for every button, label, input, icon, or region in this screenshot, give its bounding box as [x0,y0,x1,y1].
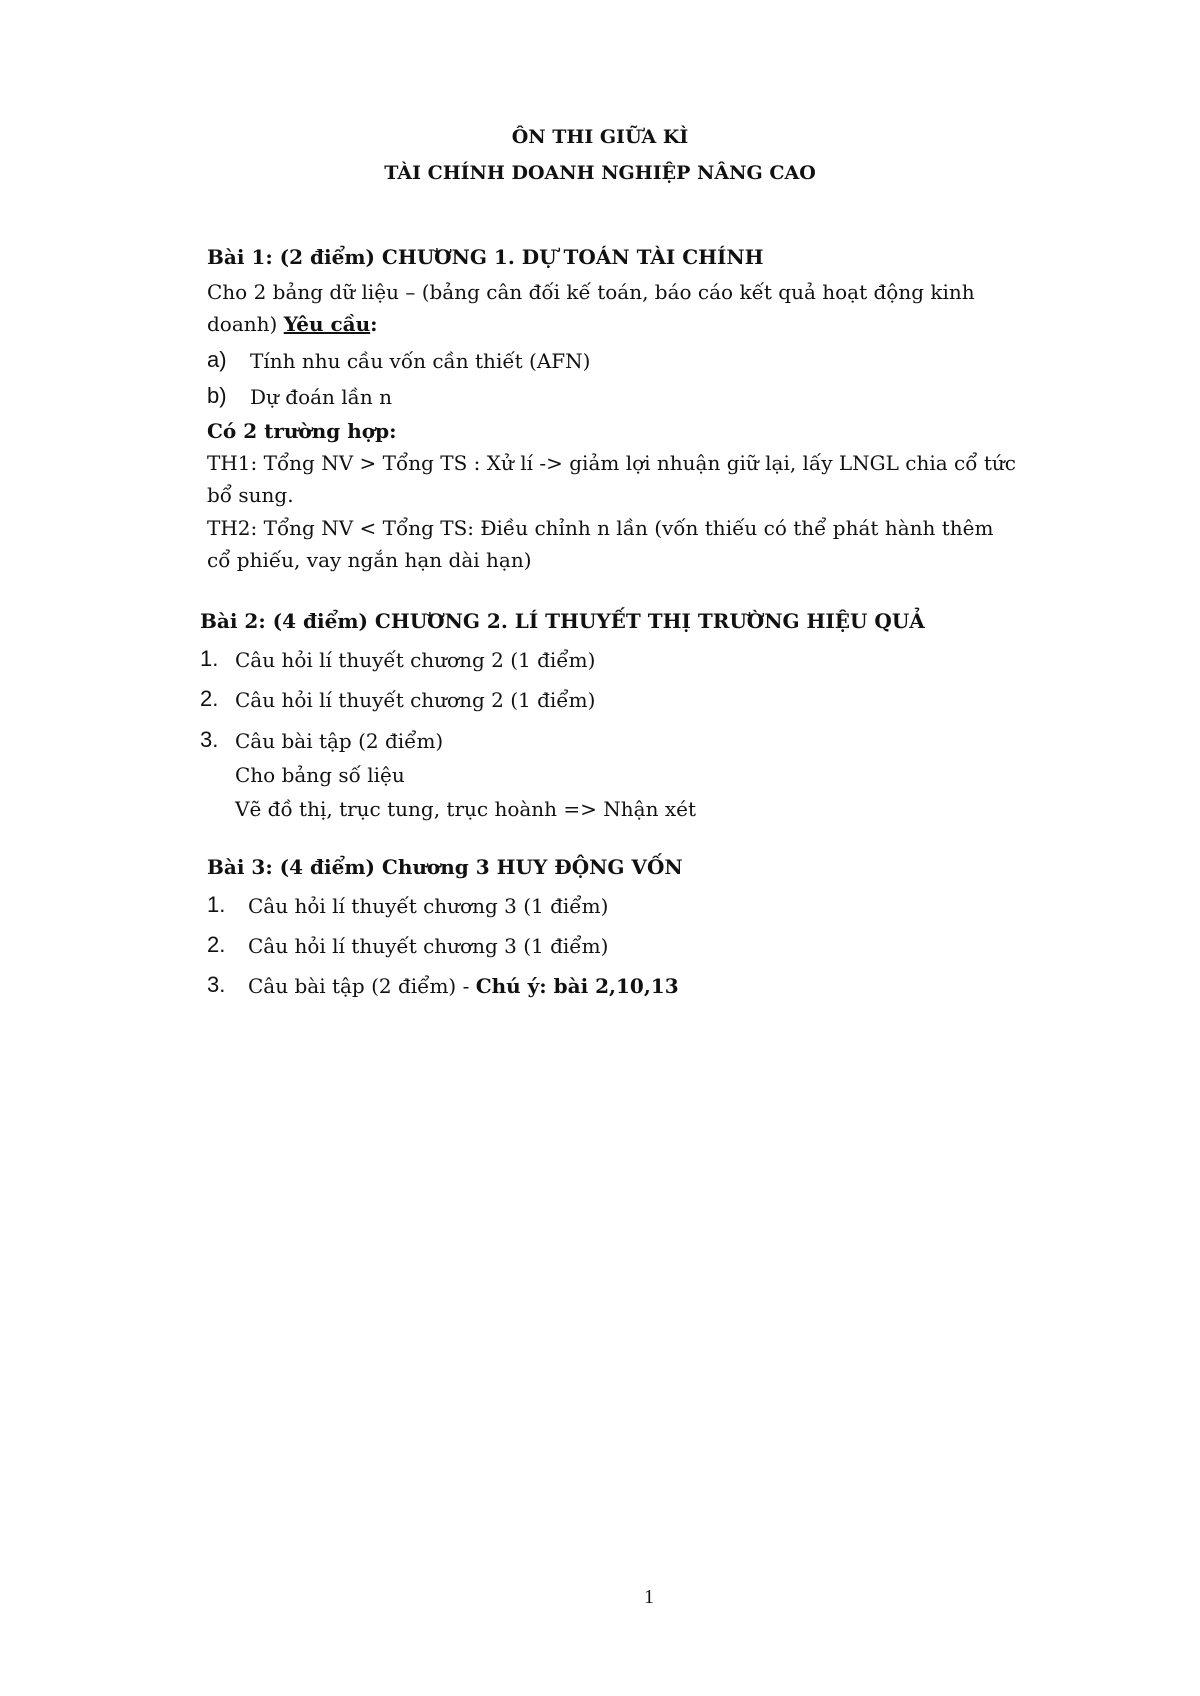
bai2-item-2-text: Câu hỏi lí thuyết chương 2 (1 điểm) [235,688,596,712]
bai1-th2-line2: cổ phiếu, vay ngắn hạn dài hạn) [207,548,532,572]
bai3-item-2-marker: 2. [207,932,226,957]
bai1-intro-line1: Cho 2 bảng dữ liệu – (bảng cân đối kế toán, báo cáo kết quả hoạt động kinh [207,280,975,304]
bai1-requirement-label: Yêu cầu [283,312,371,336]
bai2-item-1-marker: 1. [200,646,219,671]
bai2-item-1-text: Câu hỏi lí thuyết chương 2 (1 điểm) [235,648,596,672]
bai1-item-b-text: Dự đoán lần n [250,385,393,409]
bai1-th1-line1: TH1: Tổng NV > Tổng TS : Xử lí -> giảm lợi nhuận giữ lại, lấy LNGL chia cổ tức [207,451,1016,475]
bai3-item-1-text: Câu hỏi lí thuyết chương 3 (1 điểm) [248,894,609,918]
bai2-item-3-marker: 3. [200,727,219,752]
bai2-sub-line1: Cho bảng số liệu [235,763,405,787]
bai2-sub-line2: Vẽ đồ thị, trục tung, trục hoành => Nhận xét [235,797,696,821]
bai3-note: Chú ý: bài 2,10,13 [475,974,679,998]
bai1-intro-line2-text: doanh) [207,312,278,336]
bai2-item-3-text: Câu bài tập (2 điểm) [235,729,444,753]
bai1-intro-line2 [207,312,378,336]
bai1-item-a-marker: a) [207,347,227,372]
bai1-item-a-text: Tính nhu cầu vốn cần thiết (AFN) [250,349,591,373]
bai2-item-2-marker: 2. [200,686,219,711]
bai1-cases-heading: Có 2 trường hợp: [207,419,397,443]
bai3-item-2-text: Câu hỏi lí thuyết chương 3 (1 điểm) [248,934,609,958]
bai2-heading: Bài 2: (4 điểm) CHƯƠNG 2. LÍ THUYẾT THỊ TRƯỜNG HIỆU QUẢ [200,609,925,633]
doc-title-line1: ÔN THI GIỮA KÌ [511,126,689,148]
bai1-heading: Bài 1: (2 điểm) CHƯƠNG 1. DỰ TOÁN TÀI CHÍNH [207,245,764,269]
bai3-item-1-marker: 1. [207,892,226,917]
bai1-item-b-marker: b) [207,383,227,408]
bai1-requirement-colon: : [370,312,378,336]
page-number: 1 [644,1586,654,1608]
bai3-item-3-marker: 3. [207,972,226,997]
bai1-th2-line1: TH2: Tổng NV < Tổng TS: Điều chỉnh n lần (vốn thiếu có thể phát hành thêm [207,516,994,540]
bai3-item-3 [248,974,679,998]
bai3-heading: Bài 3: (4 điểm) Chương 3 HUY ĐỘNG VỐN [207,855,683,879]
bai1-th1-line2: bổ sung. [207,483,294,507]
doc-title-line2: TÀI CHÍNH DOANH NGHIỆP NÂNG CAO [384,162,816,184]
bai3-item-3-text: Câu bài tập (2 điểm) - [248,974,476,998]
